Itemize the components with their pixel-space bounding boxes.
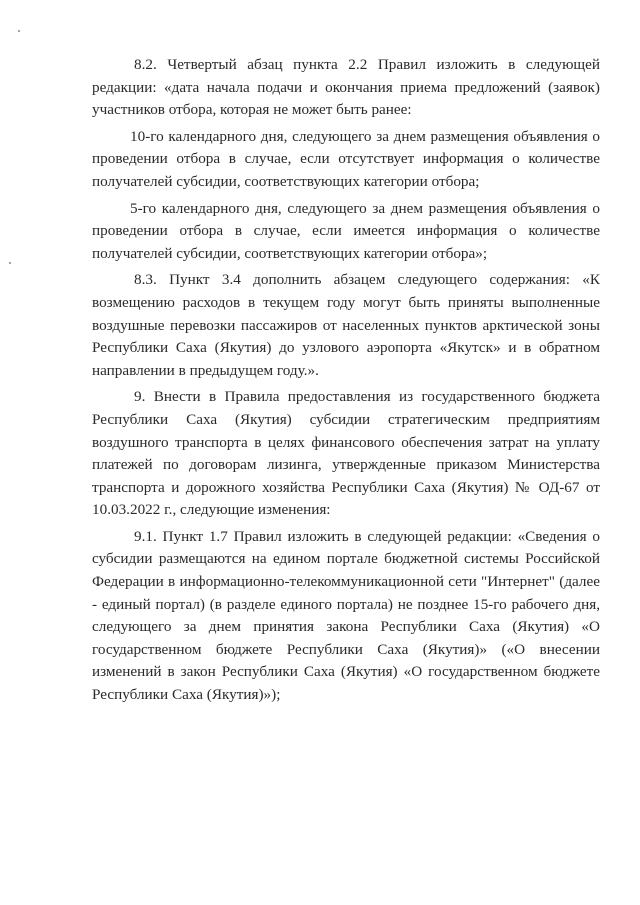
scan-speck bbox=[18, 30, 20, 32]
scan-speck bbox=[9, 262, 11, 264]
paragraph-8-2: 8.2. Четвертый абзац пункта 2.2 Правил изложить в следующей редакции: «дата начала подачи и окончания приема предложений (заявок) участников отбора, которая не может быть ранее: bbox=[92, 56, 600, 119]
paragraph-9: 9. Внести в Правила предоставления из государственного бюджета Республики Саха (Якутия) субсидии стратегическим предприятиям воздушного транспорта в целях финансового обеспечения затрат на уплату платежей по договорам лизинга, утвержденные приказом Министерства транспорта и дорожного хозяйства Республики Саха (Якутия) № ОД-67 от 10.03.2022 г., следующие изменения: bbox=[92, 388, 600, 519]
paragraph-8-2-option-5-day: 5-го календарного дня, следующего за днем размещения объявления о проведении отбора в случае, если имеется информация о количестве получателей субсидии, соответствующих категории отбора»; bbox=[92, 199, 600, 262]
paragraph-8-3: 8.3. Пункт 3.4 дополнить абзацем следующего содержания: «К возмещению расходов в текущем году могут быть приняты выполненные воздушные перевозки пассажиров от населенных пунктов арктической зоны Республики Саха (Якутия) до узлового аэропорта «Якутск» и в обратном направлении в предыдущем году.». bbox=[92, 271, 600, 379]
paragraph-8-2-option-10-day: 10-го календарного дня, следующего за днем размещения объявления о проведении отбора в случае, если отсутствует информация о количестве получателей субсидии, соответствующих категории отбора; bbox=[92, 127, 600, 190]
paragraph-9-1: 9.1. Пункт 1.7 Правил изложить в следующей редакции: «Сведения о субсидии размещаются на едином портале бюджетной системы Российской Федерации в информационно-телекоммуникационной сети "Интернет" (далее - единый портал) (в разделе единого портала) не позднее 15-го рабочего дня, следующего за днем принятия закона Республики Саха (Якутия) «О государственном бюджете Республики Саха (Якутия)» («О внесении изменений в закон Республики Саха (Якутия) «О государственном бюджете Республики Саха (Якутия)»); bbox=[92, 527, 600, 704]
document-body bbox=[92, 54, 600, 711]
